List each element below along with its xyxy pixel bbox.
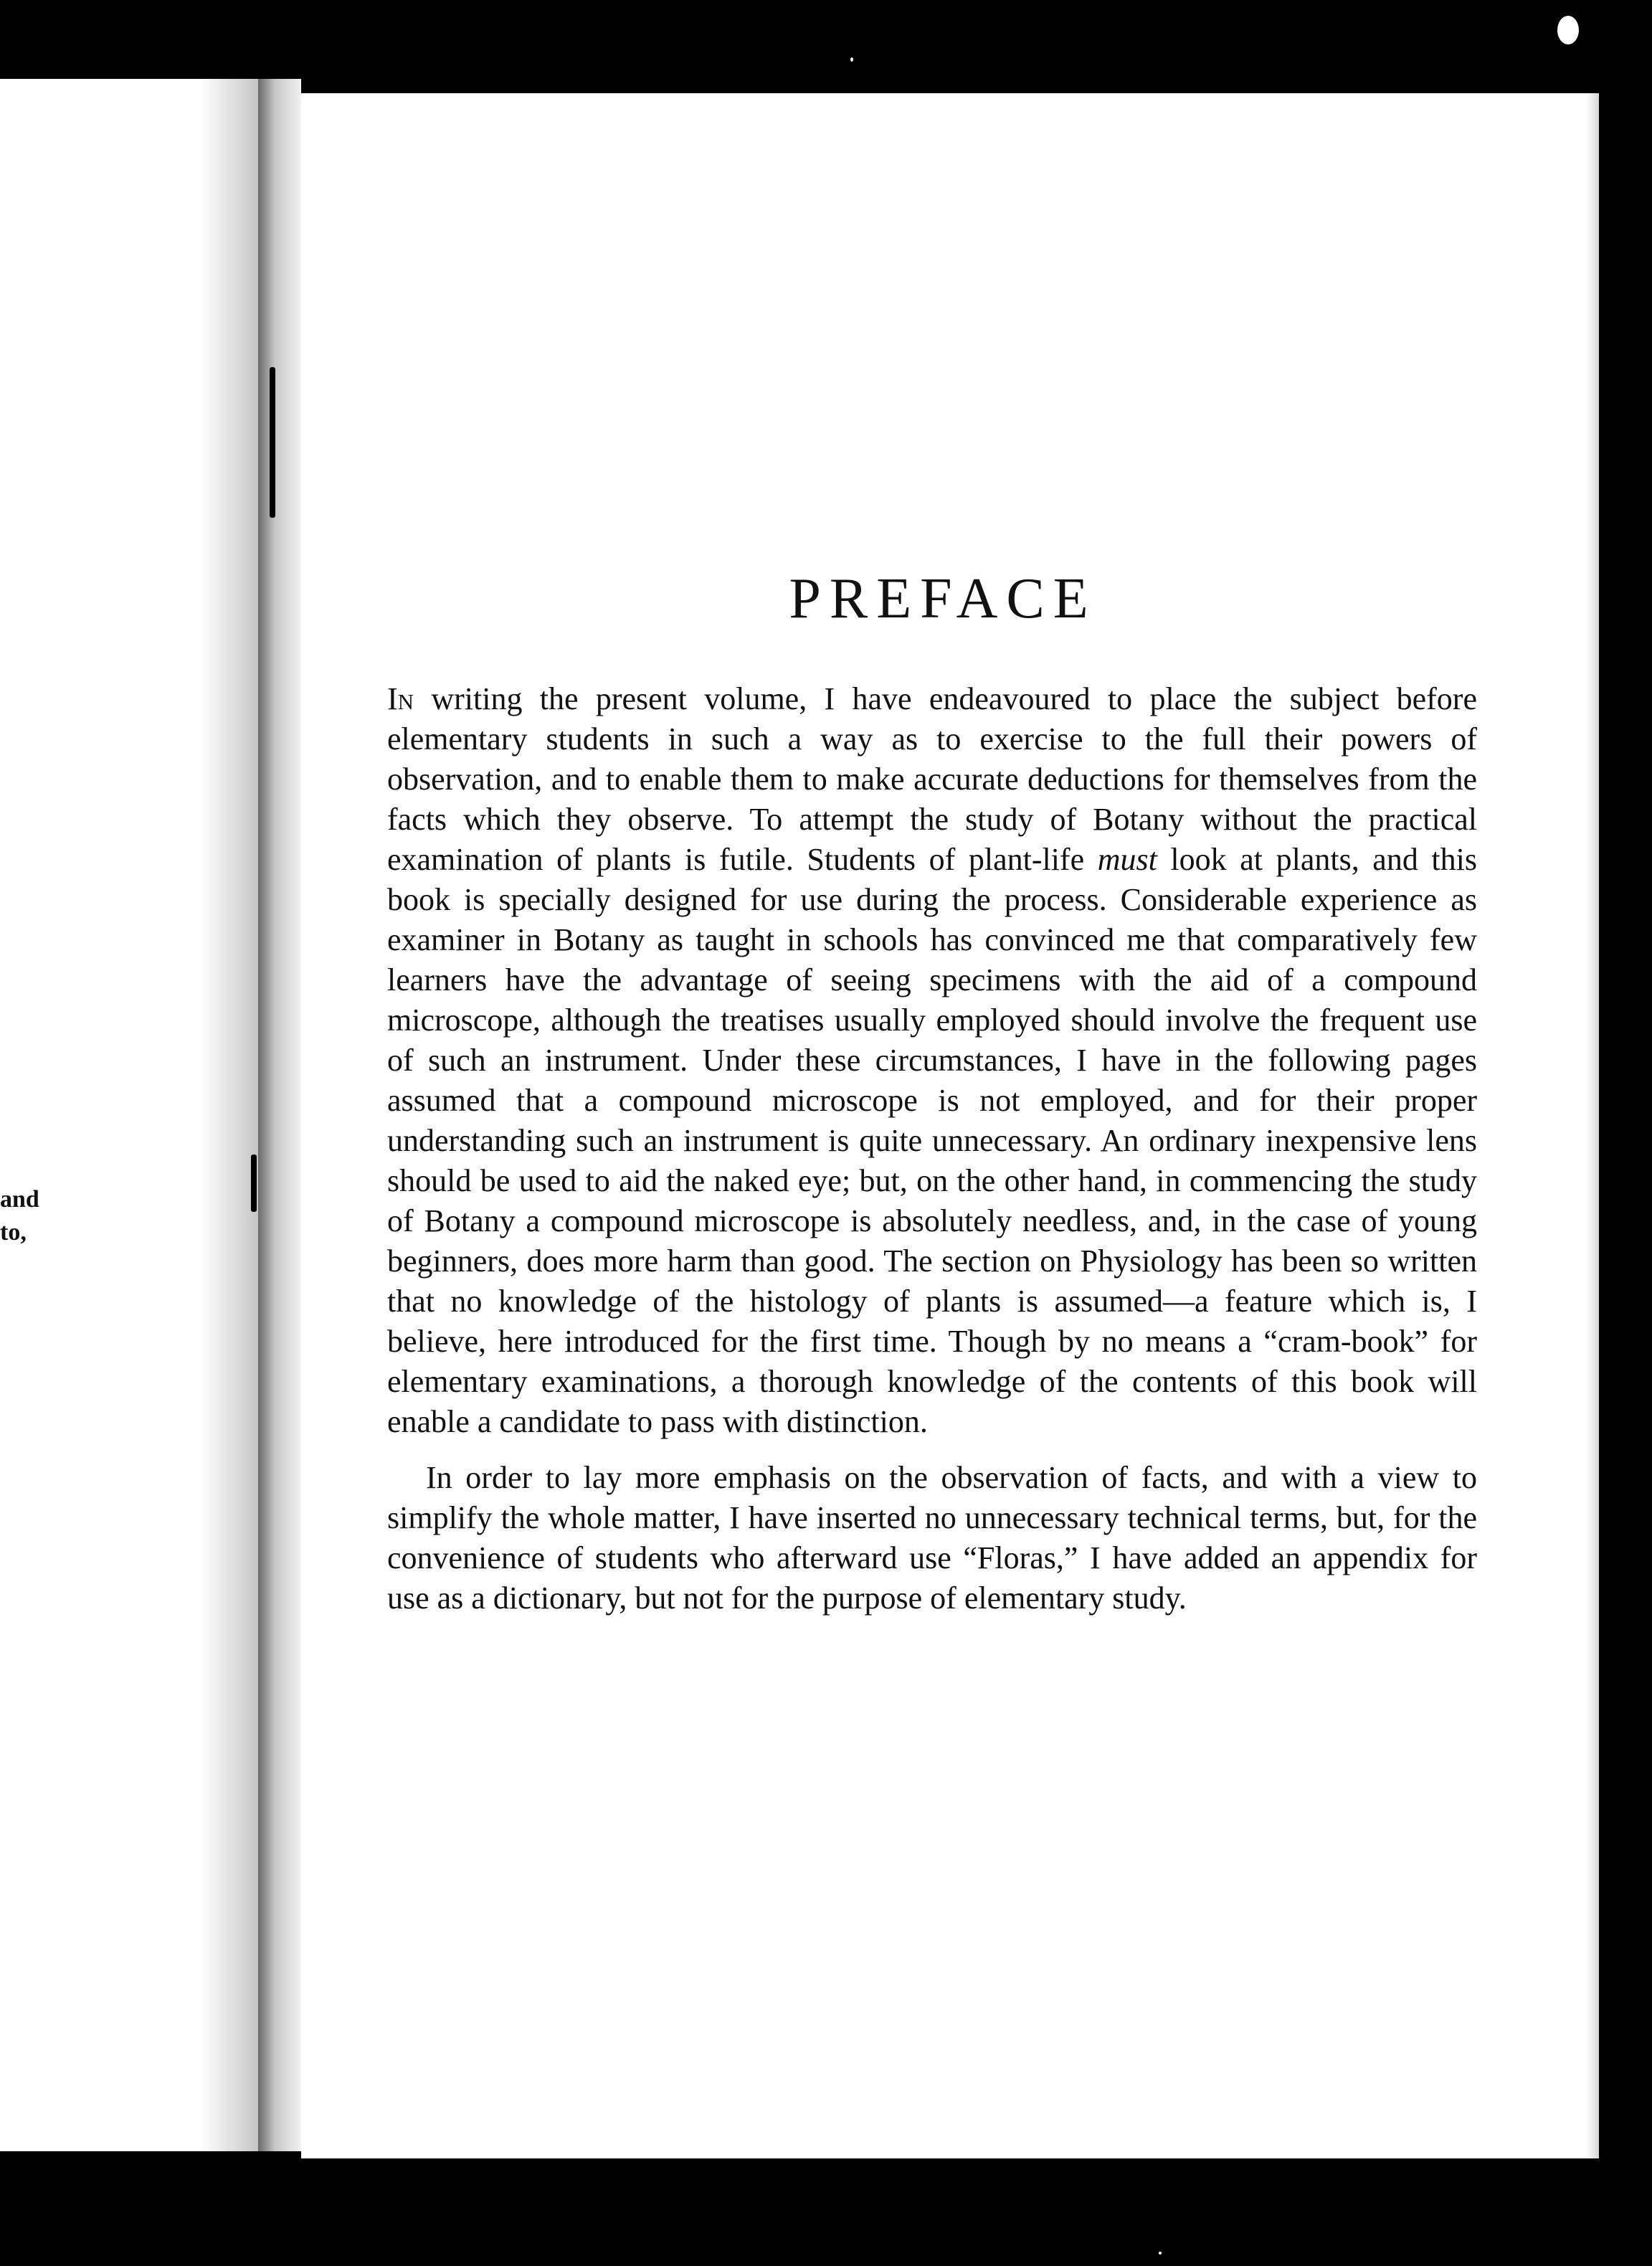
emphasized-word: must [1097, 842, 1157, 877]
scan-artifact [850, 57, 853, 62]
binding-mark [251, 1155, 257, 1212]
preface-paragraph-1 [387, 679, 1477, 1442]
left-page-shadow [201, 79, 258, 2151]
preface-paragraph-2: In order to lay more emphasis on the observation of facts, and with a view to simplify the whole matter, I have inserted no unnecessary technical terms, but, for the convenience of students who afterward use “Floras,” I have added an appendix for use as a dictionary, but not for the purpose of elementary study. [387, 1460, 1477, 1616]
drop-lead-word: In [387, 681, 414, 716]
binding-mark [270, 367, 275, 518]
left-page-text-fragment: and [0, 1186, 39, 1213]
preface-page [301, 93, 1599, 2158]
left-page-text-fragment: to, [0, 1219, 27, 1246]
paragraph-text: look at plants, and this book is specially designed for use during the process. Considerable experience as examiner in Botany as taught in schools has convinced me that comparatively few learners have the advantage of seeing specimens with the aid of a compound microscope, although the treatises usually employed should involve the frequent use of such an instrument. Under these circumstances, I have in the following pages assumed that a compound microscope is not employed, and for their proper understanding such an instrument is quite unnecessary. An ordinary inexpensive lens should be used to aid the naked eye; but, on the other hand, in commencing the study of Botany a compound microscope is absolutely needless, and, in the case of young beginners, does more harm than good. The section on Physiology has been so written that no knowledge of the histology of plants is assumed—a feature which is, I believe, here introduced for the first time. Though by no means a “cram-book” for elementary examinations, a thorough knowledge of the contents of this book will enable a candidate to pass with distinction. [387, 842, 1477, 1439]
paragraph-text: writing the present volume, I have endeavoured to place the subject before elementary students in such a way as to exercise to the full their powers of observation, and to enable them to make accurate deductions for themselves from the facts which they observe. To attempt the study of Botany without the practical examination of plants is futile. Students of plant-life [387, 681, 1477, 877]
left-page-edge [0, 79, 258, 2151]
book-gutter [258, 79, 301, 2151]
scan-artifact [1557, 16, 1579, 44]
scan-artifact [1159, 2252, 1162, 2255]
preface-text-block [387, 566, 1477, 1618]
page-title: PREFACE [789, 567, 1097, 630]
